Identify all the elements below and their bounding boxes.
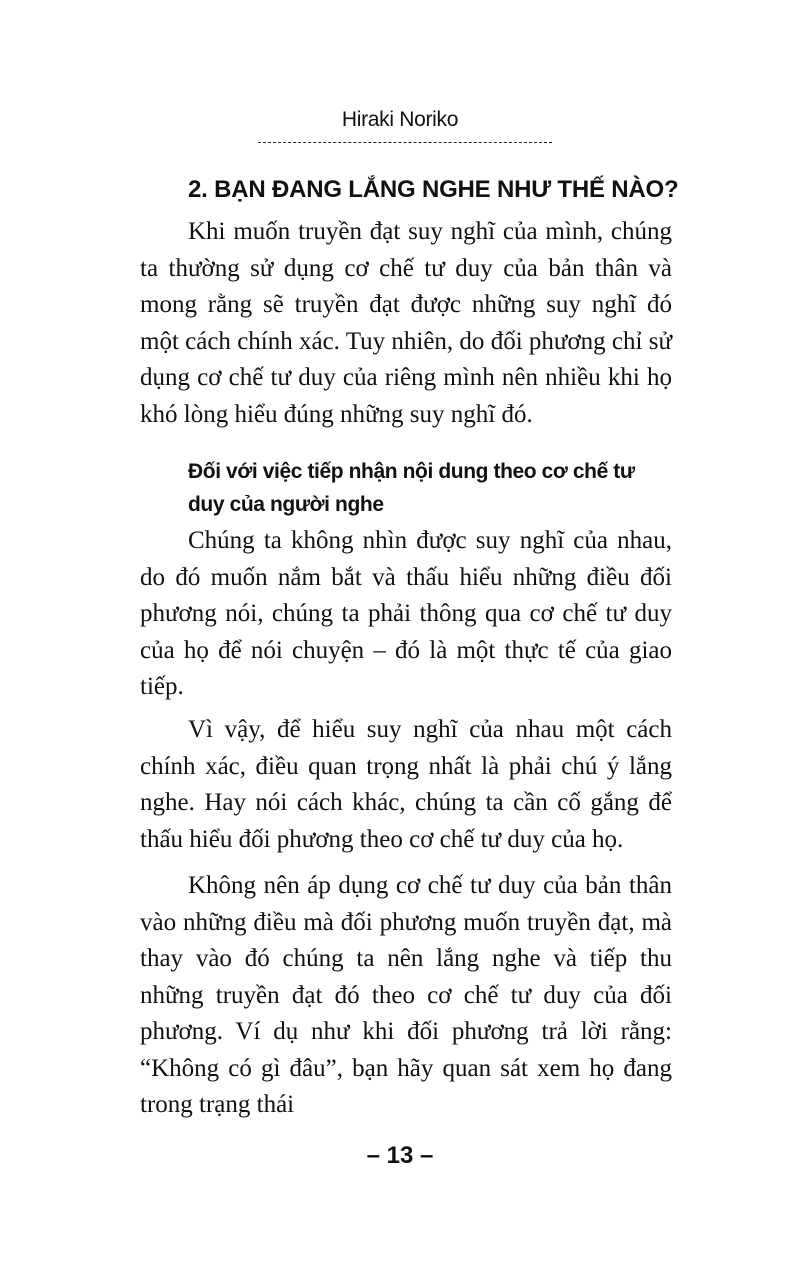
running-header-author: Hiraki Noriko <box>341 108 459 131</box>
subheading: Đối với việc tiếp nhận nội dung theo cơ chế tư duy của người nghe <box>188 460 635 516</box>
page-number: – 13 – <box>366 1142 434 1169</box>
paragraph-body: Chúng ta không nhìn được suy nghĩ của nhau, do đó muốn nắm bắt và thấu hiểu những điều đối phương nói, chúng ta phải thông qua cơ chế tư duy của họ để nói chuyện – đó là một thực tế của giao tiếp. <box>140 527 672 700</box>
paragraph-intro: Khi muốn truyền đạt suy nghĩ của mình, chúng ta thường sử dụng cơ chế tư duy của bản thân và mong rằng sẽ truyền đạt được những suy nghĩ đó một cách chính xác. Tuy nhiên, do đối phương chỉ sử dụng cơ chế tư duy của riêng mình nên nhiều khi họ khó lòng hiểu đúng những suy nghĩ đó. <box>140 218 672 428</box>
paragraph-body: Không nên áp dụng cơ chế tư duy của bản thân vào những điều mà đối phương muốn truyền đạt, mà thay vào đó chúng ta nên lắng nghe và tiếp thu những truyền đạt đó theo cơ chế tư duy của đối phương. Ví dụ như khi đối phương trả lời rằng: “Không có gì đâu”, bạn hãy quan sát xem họ đang trong trạng thái <box>140 872 672 1118</box>
header-divider <box>258 142 552 143</box>
section-title: 2. BẠN ĐANG LẮNG NGHE NHƯ THẾ NÀO? <box>188 176 679 203</box>
paragraph-body: Vì vậy, để hiểu suy nghĩ của nhau một cách chính xác, điều quan trọng nhất là phải chú ý lắng nghe. Hay nói cách khác, chúng ta cần cố gắng để thấu hiểu đối phương theo cơ chế tư duy của họ. <box>140 716 672 853</box>
